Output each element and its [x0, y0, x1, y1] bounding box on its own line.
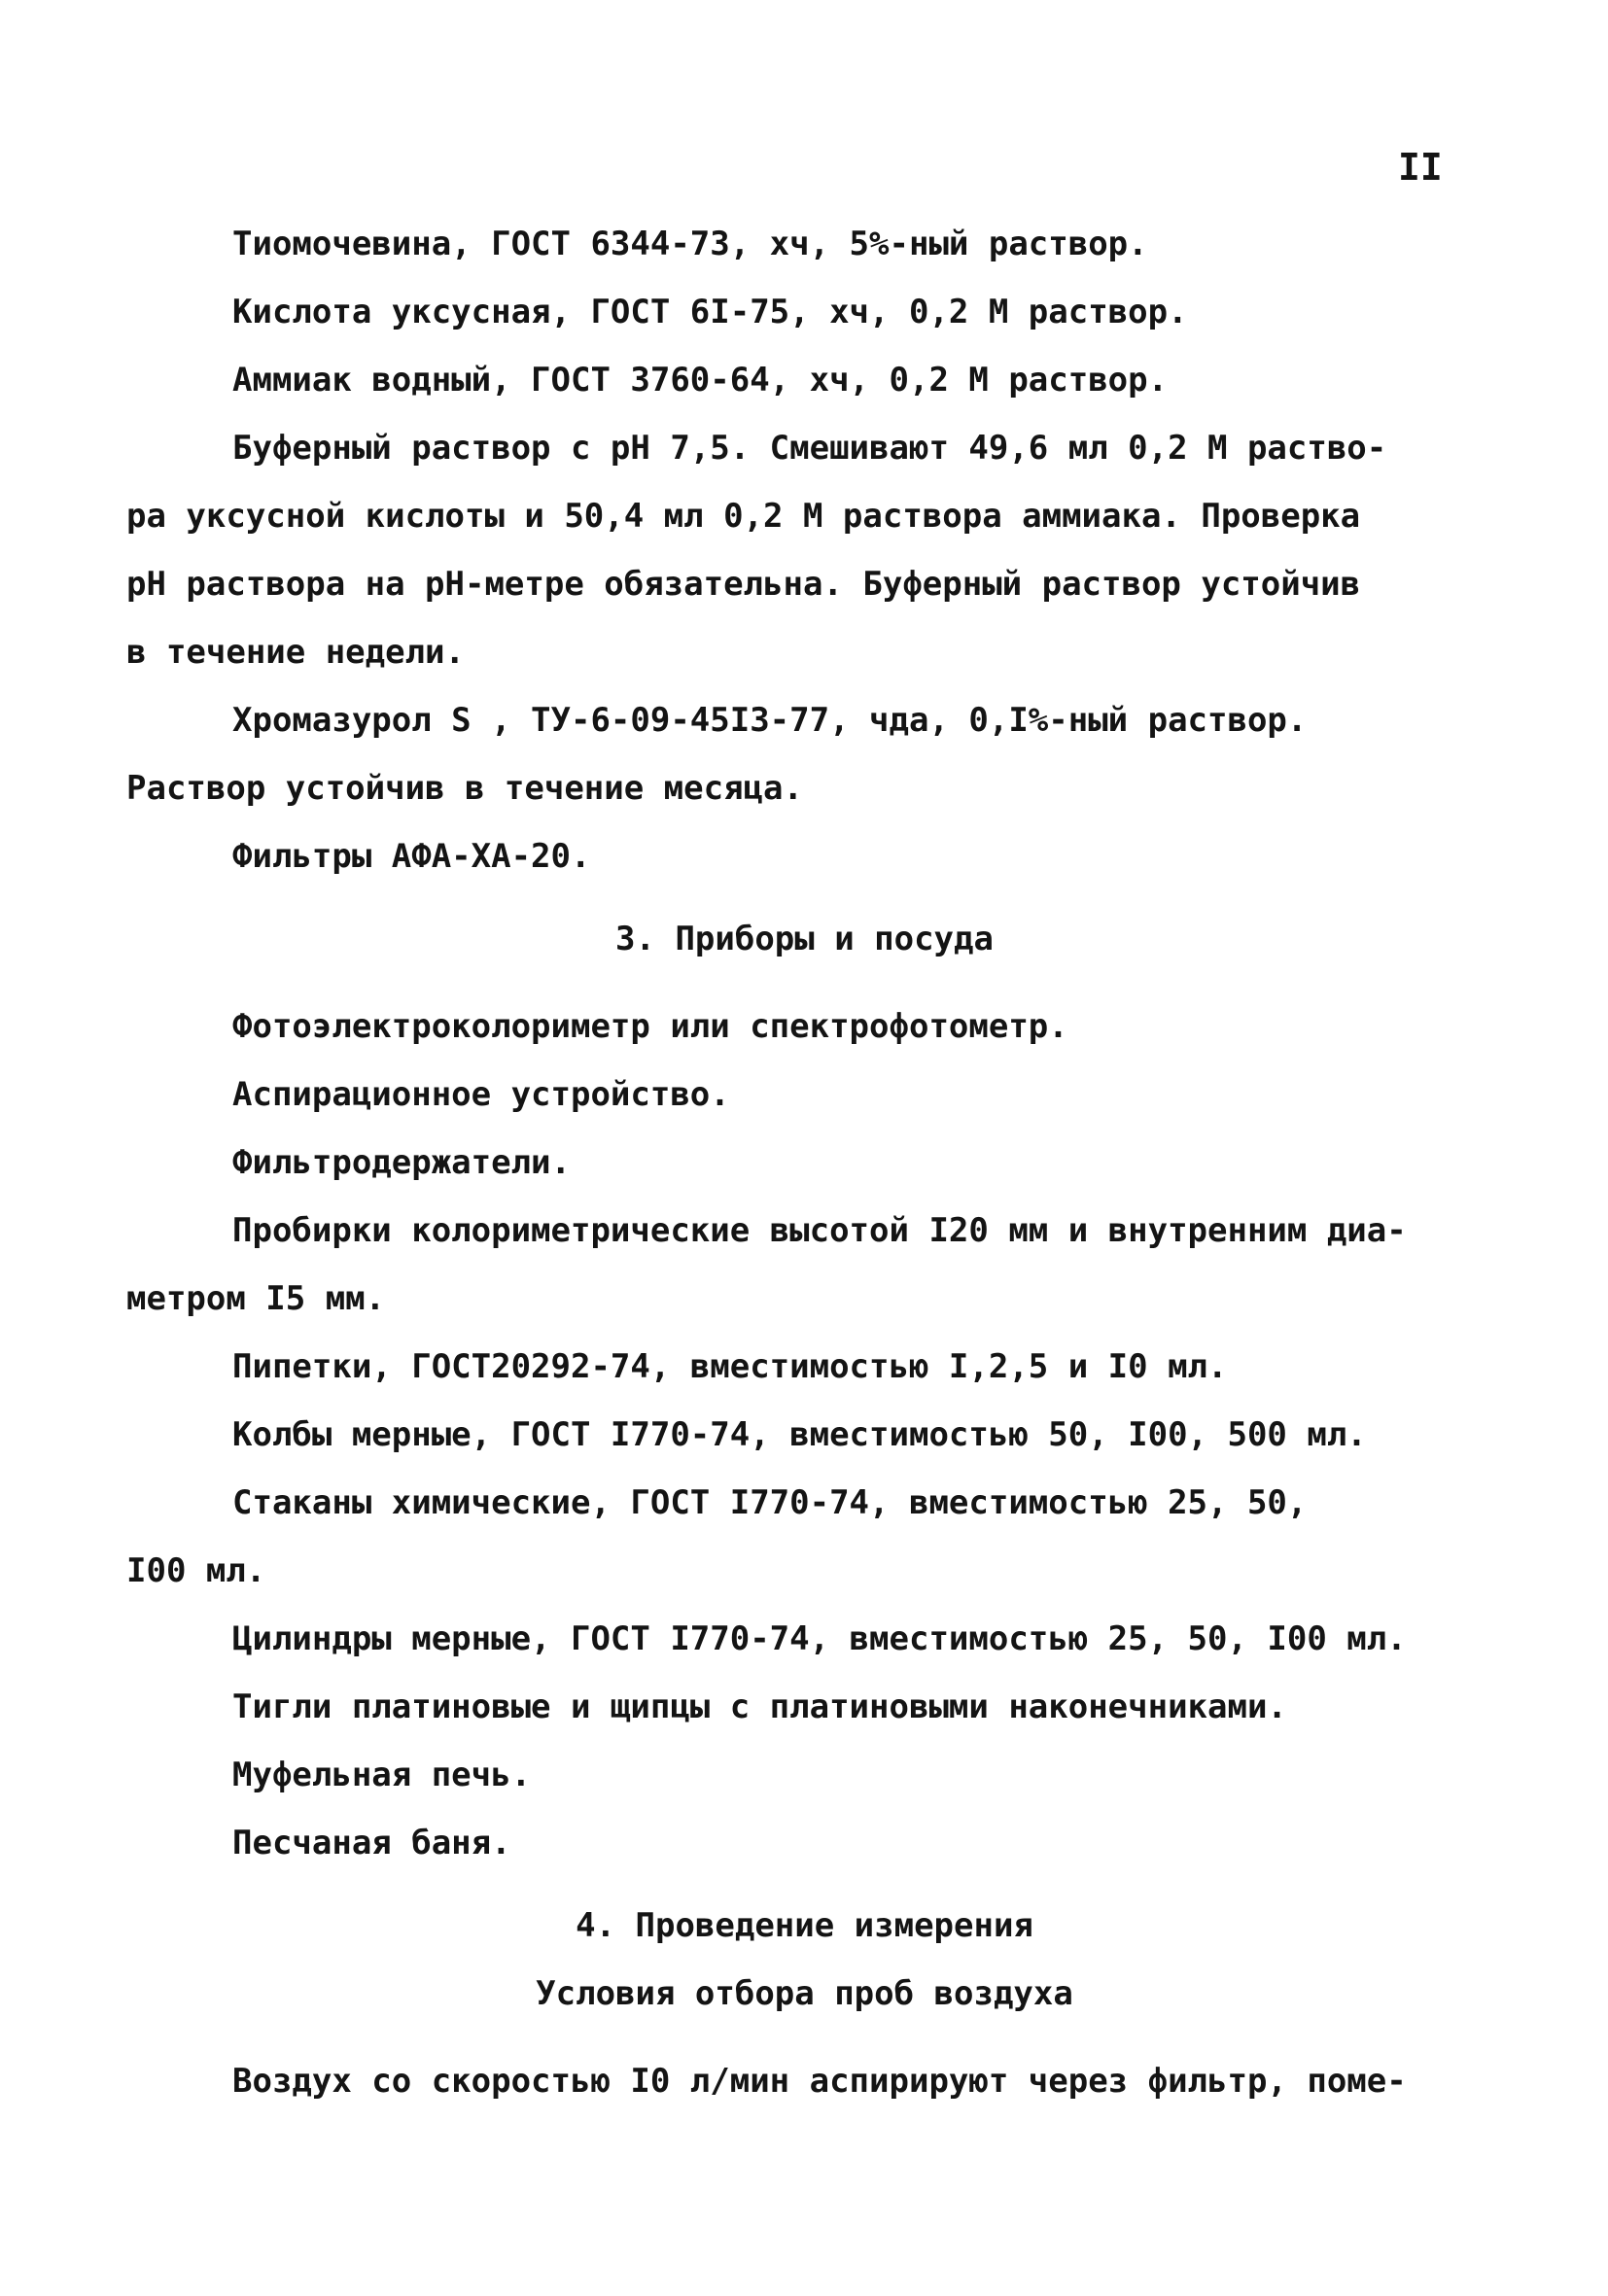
buffer-line: ра уксусной кислоты и 50,4 мл 0,2 М раствора аммиака. Проверка — [126, 497, 1361, 536]
page-number: II — [1398, 146, 1443, 189]
equipment-item: Стаканы химические, ГОСТ I770-74, вместимостью 25, 50, — [232, 1483, 1308, 1522]
sampling-text-line: Воздух со скоростью I0 л/мин аспирируют через фильтр, поме- — [232, 2062, 1407, 2101]
equipment-item: Фильтродержатели. — [232, 1143, 571, 1182]
section-heading-equipment: 3. Приборы и посуда — [615, 920, 994, 958]
equipment-item: Тигли платиновые и щипцы с платиновыми наконечниками. — [232, 1687, 1287, 1726]
buffer-line: Буферный раствор с рН 7,5. Смешивают 49,6 мл 0,2 М раство- — [232, 429, 1387, 468]
page-body — [126, 210, 1483, 2115]
chromazurol-line: Раствор устойчив в течение месяца. — [126, 769, 803, 808]
buffer-line: в течение недели. — [126, 633, 465, 672]
equipment-item: Фотоэлектроколориметр или спектрофотометр. — [232, 1007, 1068, 1046]
reagent-thiourea: Тиомочевина, ГОСТ 6344-73, хч, 5%-ный раствор. — [232, 225, 1148, 263]
equipment-item-continued: метром I5 мм. — [126, 1279, 386, 1318]
equipment-item: Песчаная баня. — [232, 1824, 511, 1862]
reagent-ammonia: Аммиак водный, ГОСТ 3760-64, хч, 0,2 М раствор. — [232, 361, 1169, 400]
equipment-item-continued: I00 мл. — [126, 1551, 266, 1590]
equipment-item: Цилиндры мерные, ГОСТ I770-74, вместимостью 25, 50, I00 мл. — [232, 1619, 1407, 1658]
equipment-item: Пипетки, ГОСТ20292-74, вместимостью I,2,5 и I0 мл. — [232, 1347, 1228, 1386]
buffer-line: рН раствора на рН-метре обязательна. Буферный раствор устойчив — [126, 565, 1361, 604]
filters-line: Фильтры АФА-ХА-20. — [232, 837, 591, 876]
equipment-item: Пробирки колориметрические высотой I20 мм и внутренним диа- — [232, 1211, 1407, 1250]
section-subheading-sampling: Условия отбора проб воздуха — [536, 1974, 1073, 2013]
equipment-item: Колбы мерные, ГОСТ I770-74, вместимостью 50, I00, 500 мл. — [232, 1415, 1367, 1454]
section-heading-measurement: 4. Проведение измерения — [576, 1906, 1033, 1945]
equipment-item: Аспирационное устройство. — [232, 1075, 730, 1114]
reagent-acetic-acid: Кислота уксусная, ГОСТ 6I-75, хч, 0,2 М раствор. — [232, 293, 1188, 331]
equipment-item: Муфельная печь. — [232, 1756, 532, 1794]
chromazurol-line: Хромазурол S , ТУ-6-09-45I3-77, чда, 0,I%-ный раствор. — [232, 701, 1308, 740]
